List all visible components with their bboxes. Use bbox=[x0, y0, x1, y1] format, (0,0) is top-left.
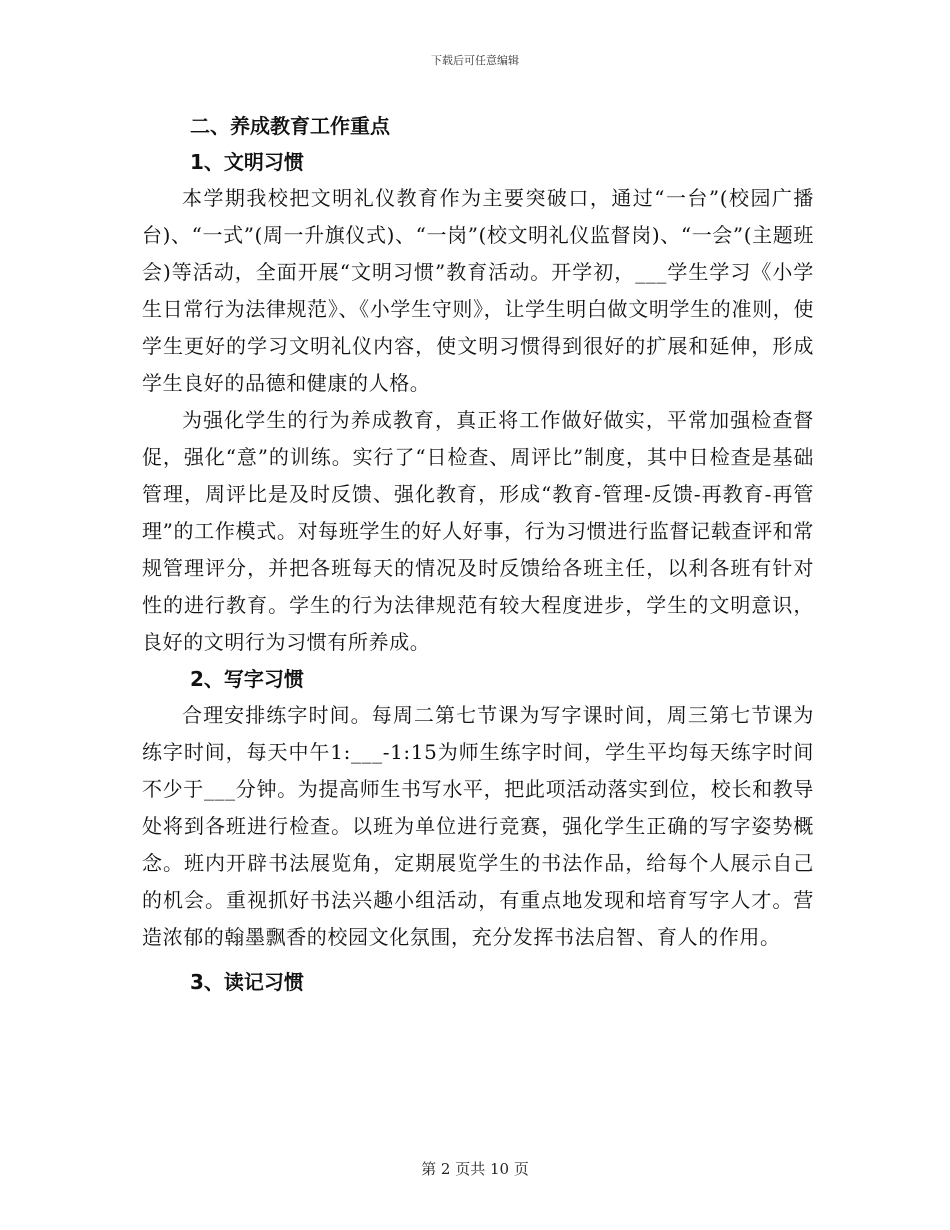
document-body bbox=[142, 108, 814, 1000]
page-footer: 第 2 页共 10 页 bbox=[421, 1160, 529, 1178]
subsection-heading-civility: 1、文明习惯 bbox=[190, 150, 304, 174]
section-heading: 二、养成教育工作重点 bbox=[190, 114, 390, 138]
paragraph-writing-1: 合理安排练字时间。每周二第七节课为写字课时间，周三第七节课为练字时间，每天中午1:___-1:15为师生练字时间，学生平均每天练字时间不少于___分钟。为提高师生书写水平，把此项活动落实到位，校长和教导处将到各班进行检查。以班为单位进行竞赛，强化学生正确的写字姿势概念。班内开辟书法展览角，定期展览学生的书法作品，给每个人展示自己的机会。重视抓好书法兴趣小组活动，有重点地发现和培育写字人才。营造浓郁的翰墨飘香的校园文化氛围，充分发挥书法启智、育人的作用。 bbox=[142, 703, 814, 949]
subsection-heading-reading: 3、读记习惯 bbox=[190, 970, 304, 994]
subsection-heading-writing: 2、写字习惯 bbox=[190, 667, 304, 691]
paragraph-civility-1: 本学期我校把文明礼仪教育作为主要突破口，通过“一台”(校园广播台)、“一式”(周一升旗仪式)、“一岗”(校文明礼仪监督岗)、“一会”(主题班会)等活动，全面开展“文明习惯”教育活动。开学初，___学生学习《小学生日常行为法律规范》、《小学生守则》，让学生明白做文明学生的准则，使学生更好的学习文明礼仪内容，使文明习惯得到很好的扩展和延伸，形成学生良好的品德和健康的人格。 bbox=[142, 186, 814, 395]
spacer bbox=[142, 956, 814, 964]
page-header: 下载后可任意编辑 bbox=[431, 54, 519, 67]
paragraph-civility-2: 为强化学生的行为养成教育，真正将工作做好做实，平常加强检查督促，强化“意”的训练。实行了“日检查、周评比”制度，其中日检查是基础管理，周评比是及时反馈、强化教育，形成“教育-管理-反馈-再教育-再管理”的工作模式。对每班学生的好人好事，行为习惯进行监督记载查评和常规管理评分，并把各班每天的情况及时反馈给各班主任，以利各班有针对性的进行教育。学生的行为法律规范有较大程度进步，学生的文明意识，良好的文明行为习惯有所养成。 bbox=[142, 408, 814, 654]
